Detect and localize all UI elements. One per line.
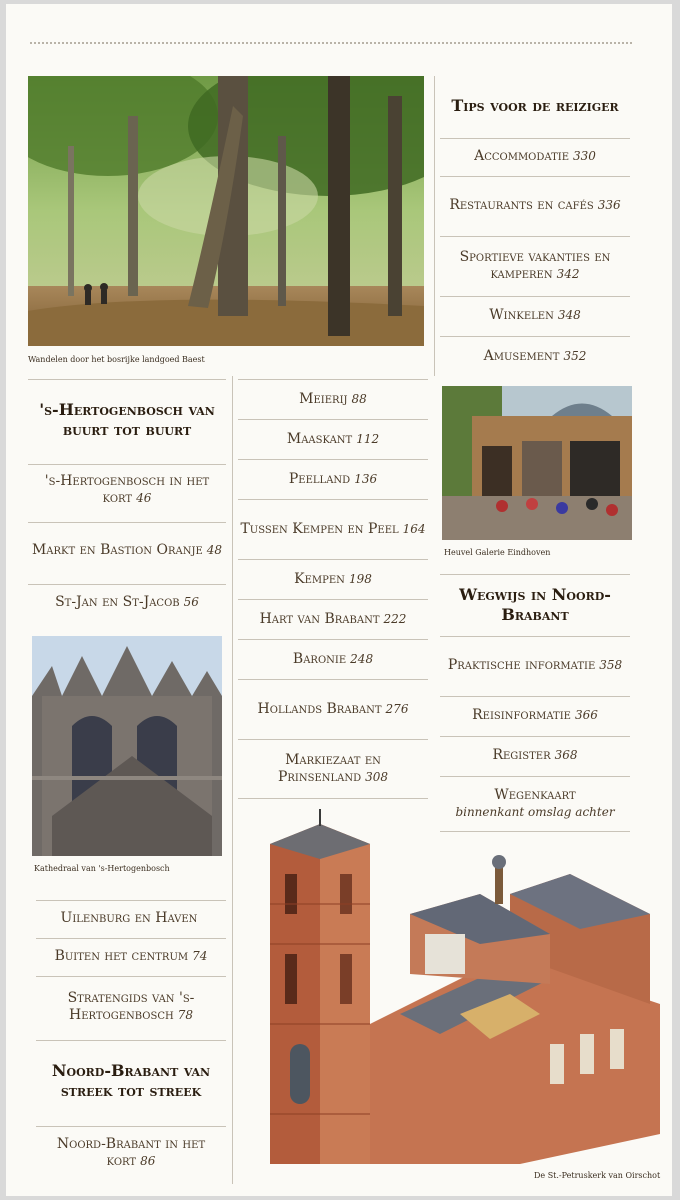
entry-label: St-Jan en St-Jacob [55,594,180,610]
entry-label: Wegenkaart [494,787,576,803]
entry-label: Uilenburg en Haven [60,910,198,926]
toc-entry[interactable] [440,138,630,174]
entry-page: 352 [563,349,587,363]
toc-entry[interactable] [36,900,226,936]
gallery-caption: Heuvel Galerie Eindhoven [444,548,551,557]
toc-entry[interactable] [440,736,630,774]
entry-page: 368 [554,748,578,762]
toc-page [6,4,672,1196]
entry-label: Maaskant [286,431,353,447]
toc-entry[interactable] [36,1126,226,1178]
toc-entry[interactable] [440,636,630,694]
entry-label: Peelland [288,471,351,487]
entry-label: Noord-Brabant in het kort [56,1135,206,1169]
column-divider [434,76,435,376]
cathedral-caption: Kathedraal van 's-Hertogenbosch [34,864,170,873]
entry-page: 330 [573,149,596,163]
entry-label: Kempen [294,571,345,587]
toc-entry[interactable] [440,336,630,376]
cathedral-photo [32,636,222,856]
entry-page: 358 [599,658,623,672]
entry-page: 88 [351,392,367,406]
section-heading: Tips voor de reiziger [451,96,619,115]
entry-page: 46 [136,490,152,505]
toc-entry[interactable] [28,522,226,578]
entry-page: 112 [356,432,380,446]
entry-page: 276 [385,702,409,716]
section-heading: Noord-Brabant van streek tot streek [36,1040,226,1120]
toc-entry[interactable] [440,296,630,334]
toc-entry[interactable] [440,696,630,734]
dotted-rule [30,42,632,44]
toc-entry[interactable] [36,976,226,1036]
entry-subtext: binnenkant omslag achter [455,805,615,819]
entry-label: Amusement [483,348,560,364]
forest-caption: Wandelen door het bosrijke landgoed Baest [28,355,205,364]
toc-entry[interactable] [238,739,428,799]
entry-label: Markiezaat en Prinsenland [277,752,381,785]
toc-entry[interactable] [238,379,428,419]
section-heading: Wegwijs in Noord-Brabant [440,574,630,634]
toc-entry[interactable] [238,679,428,739]
toc-entry[interactable] [238,419,428,459]
entry-label: Hart van Brabant [259,611,380,627]
entry-page: 336 [597,198,621,212]
toc-entry[interactable] [238,639,428,679]
toc-entry[interactable] [36,938,226,974]
toc-entry[interactable] [440,236,630,294]
church-illustration [250,804,664,1164]
entry-page: 366 [574,708,598,722]
entry-page: 308 [365,770,389,784]
entry-page: 48 [206,543,223,557]
entry-page: 56 [183,595,199,609]
entry-label: Stratengids van 's-Hertogenbosch [67,989,195,1023]
toc-entry[interactable] [238,559,428,599]
entry-label: Hollands Brabant [257,701,382,717]
entry-page: 78 [177,1007,193,1022]
toc-entry[interactable] [440,176,630,234]
gallery-photo [442,386,632,540]
entry-label: Buiten het centrum [54,948,189,964]
entry-page: 164 [402,522,426,536]
entry-label: Reisinformatie [472,707,571,723]
entry-label: Tussen Kempen en Peel [240,521,399,537]
entry-page: 86 [140,1153,156,1168]
entry-label: Praktische informatie [447,657,596,673]
toc-entry[interactable] [238,459,428,499]
entry-label: Meierij [299,391,348,407]
entry-page: 74 [192,949,208,963]
entry-label: 's-Hertogenbosch in het kort [44,472,210,506]
entry-page: 222 [383,612,407,626]
entry-page: 198 [348,572,372,586]
entry-label: Winkelen [489,307,554,323]
entry-page: 136 [354,472,378,486]
entry-label: Baronie [292,651,347,667]
forest-photo [28,76,424,346]
toc-entry[interactable] [238,499,428,559]
section-heading: 's-Hertogenbosch van buurt tot buurt [28,379,226,459]
entry-page: 342 [556,266,580,281]
entry-label: Sportieve vakanties en kamperen [459,248,611,282]
entry-label: Restaurants en cafés [449,197,594,213]
toc-entry[interactable] [238,599,428,639]
column-divider [232,376,233,1184]
entry-page: 248 [350,652,374,666]
entry-page: 348 [557,308,581,322]
toc-entry[interactable] [28,584,226,620]
entry-label: Accommodatie [474,148,569,164]
entry-label: Register [492,747,551,763]
entry-label: Markt en Bastion Oranje [31,542,203,558]
church-caption: De St.-Petruskerk van Oirschot [534,1171,661,1180]
toc-entry[interactable] [28,464,226,514]
